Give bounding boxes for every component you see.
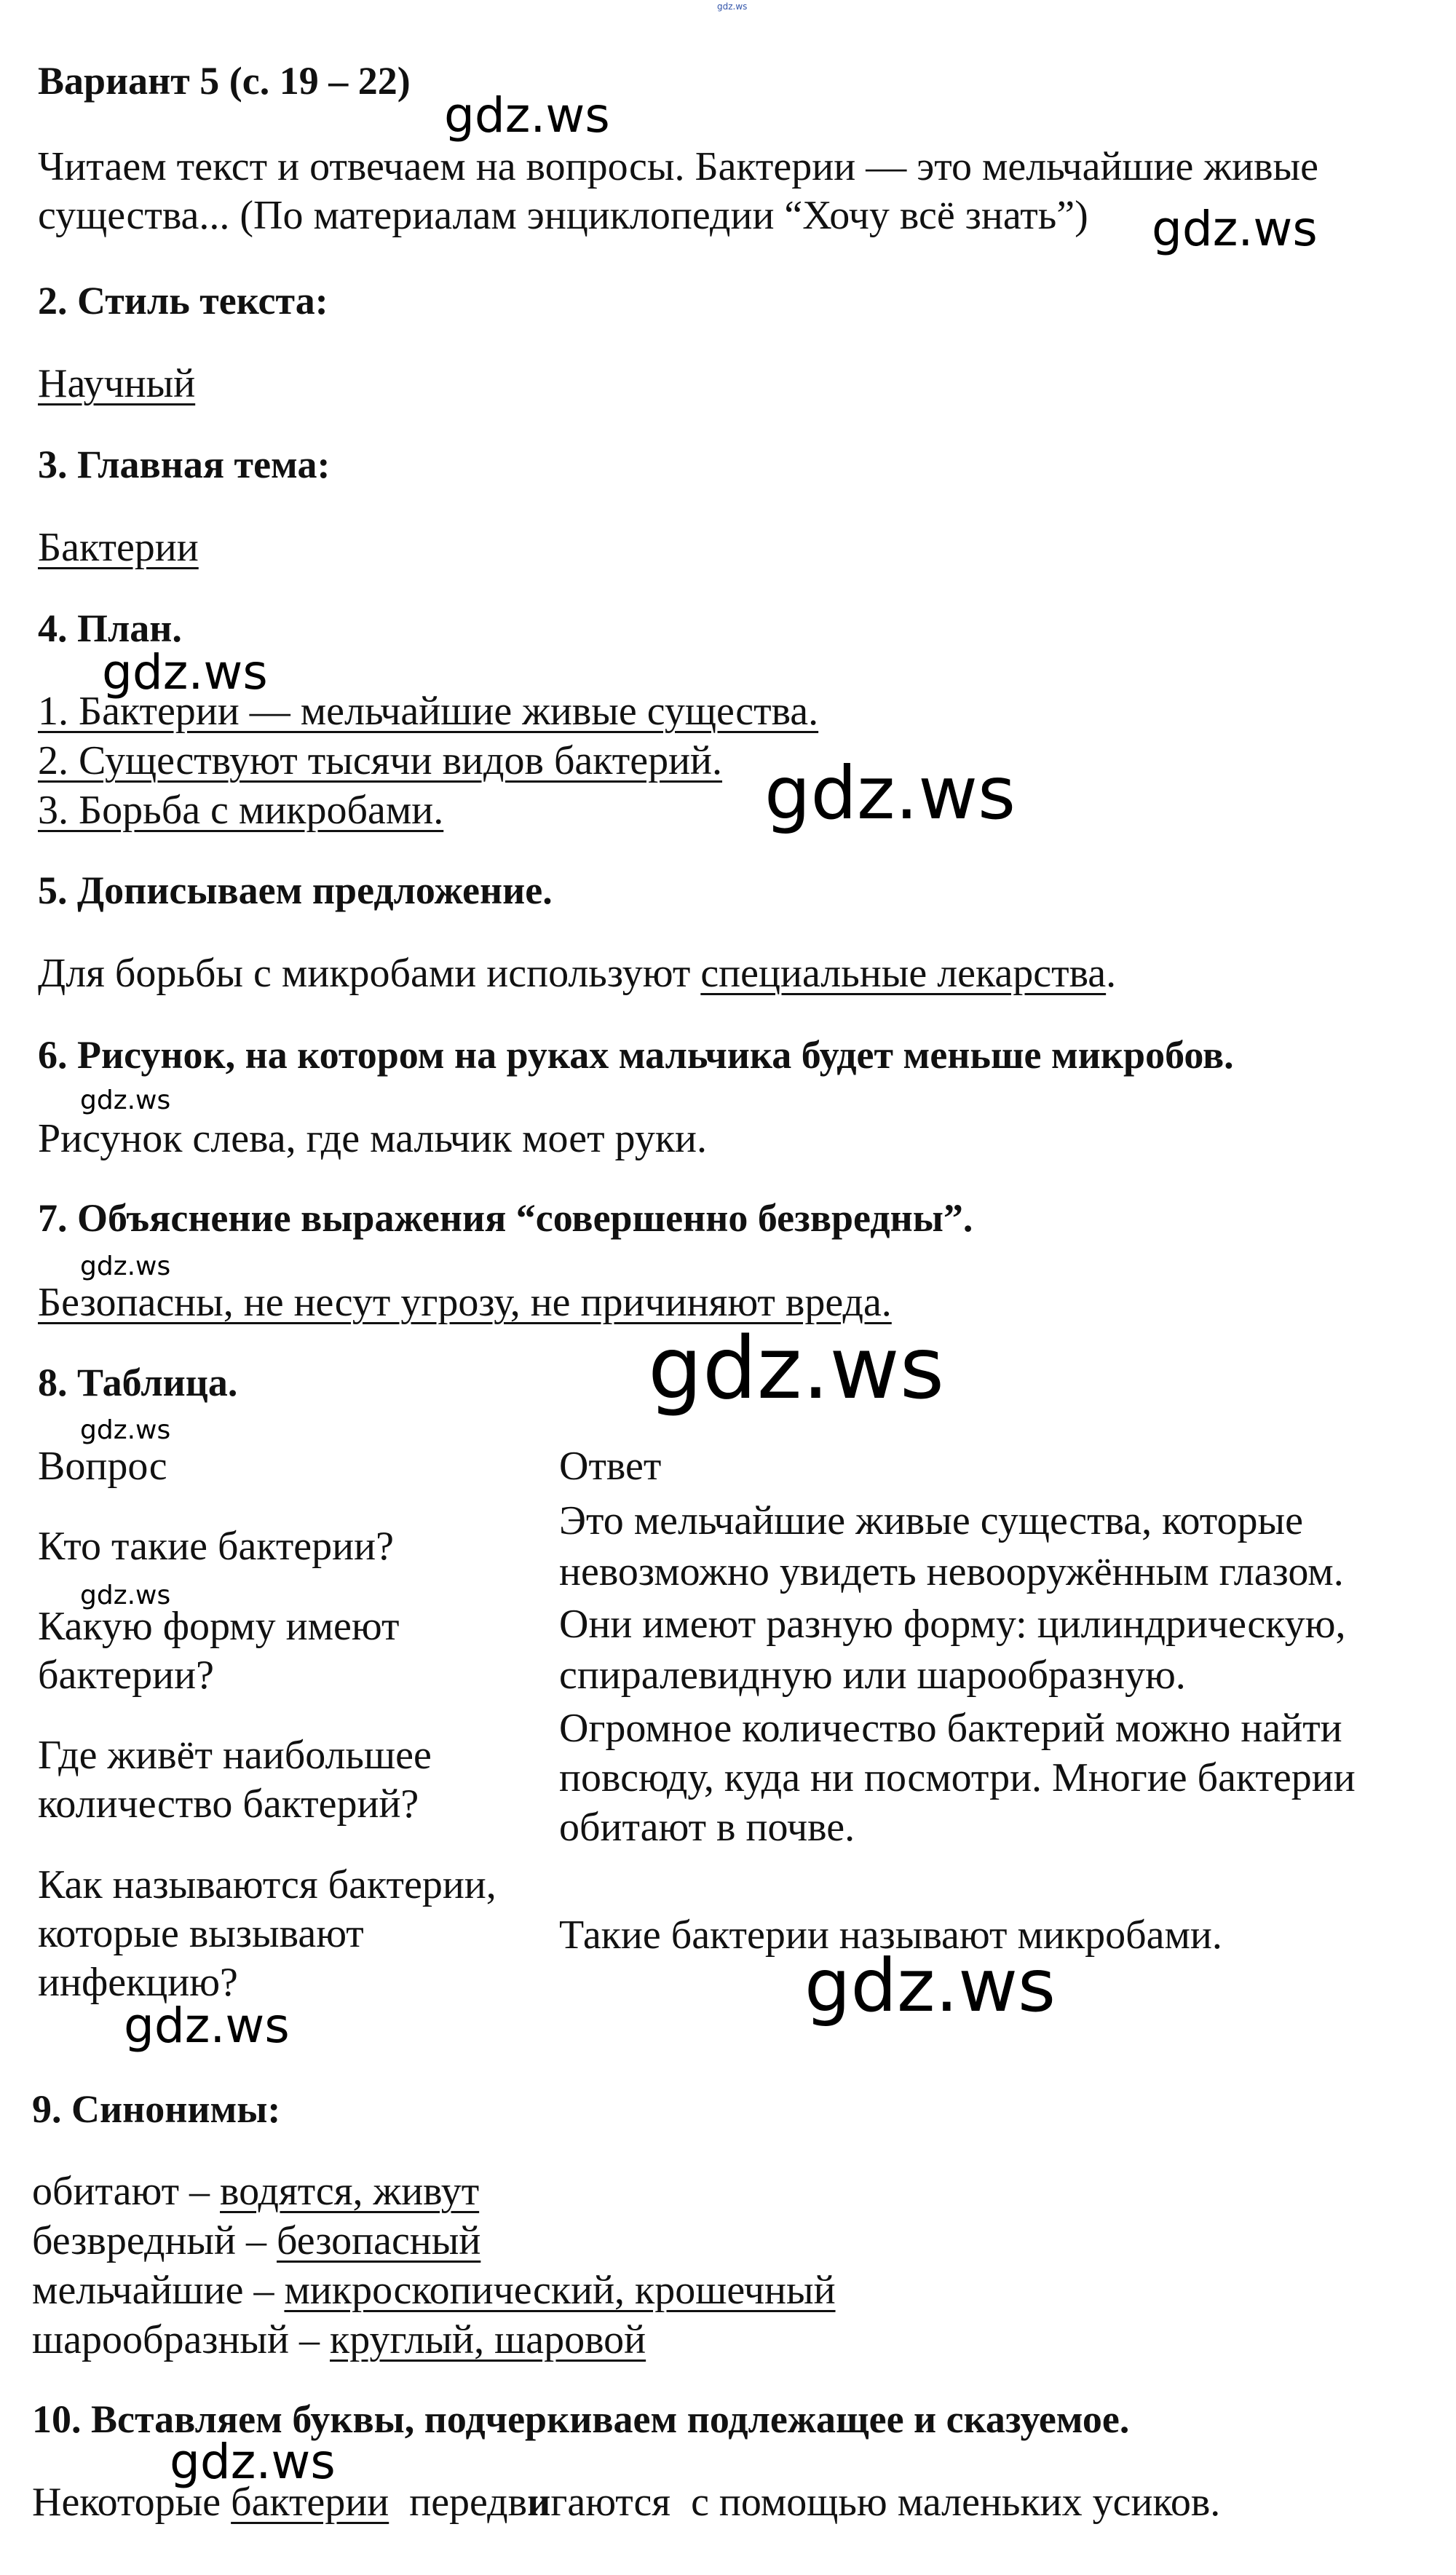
table-cell-answer: Это мельчайшие живые существа, которые (559, 1498, 1303, 1543)
q2-heading: 2. Стиль текста: (38, 279, 328, 323)
watermark: gdz.ws (1152, 201, 1318, 257)
table-cell-answer: Огромное количество бактерий можно найти (559, 1706, 1342, 1751)
q5-heading: 5. Дописываем предложение. (38, 869, 553, 912)
synonym-word: безвредный – (32, 2218, 277, 2263)
intro-line-1: Читаем текст и отвечаем на вопросы. Бактерии — это мельчайшие живые (38, 144, 1318, 189)
q4-heading: 4. План. (38, 606, 182, 650)
q10-pre: Некоторые (32, 2480, 232, 2525)
synonym-item (32, 2216, 480, 2266)
synonym-answer: безопасный (277, 2218, 481, 2263)
table-cell-answer: Такие бактерии называют микробами. (559, 1913, 1222, 1958)
table-cell-question: которые вызывают (38, 1911, 364, 1956)
table-cell-question: Кто такие бактерии? (38, 1524, 394, 1569)
q10-mid2: гаются с помощью маленьких усиков. (550, 2480, 1221, 2525)
q9-heading: 9. Синонимы: (32, 2087, 281, 2131)
watermark: gdz.ws (102, 644, 268, 700)
table-cell-answer: повсюду, куда ни посмотри. Многие бактерии (559, 1755, 1356, 1800)
q7-answer: Безопасны, не несут угрозу, не причиняют вреда. (38, 1280, 892, 1325)
q5-sentence (38, 949, 1116, 998)
synonym-word: шарообразный – (32, 2317, 331, 2362)
q3-answer: Бактерии (38, 525, 199, 570)
table-cell-answer: обитают в почве. (559, 1805, 855, 1850)
q2-answer: Научный (38, 361, 196, 406)
table-cell-question: Как называются бактерии, (38, 1862, 496, 1907)
table-header-answer: Ответ (559, 1444, 662, 1489)
q10-mid1: передв (389, 2480, 528, 2525)
watermark: gdz.ws (764, 751, 1016, 836)
synonym-answer: круглый, шаровой (330, 2317, 646, 2362)
plan-item: 3. Борьба с микробами. (38, 788, 444, 833)
watermark: gdz.ws (80, 1251, 171, 1281)
synonym-word: мельчайшие – (32, 2268, 285, 2313)
watermark: gdz.ws (80, 1581, 171, 1610)
synonym-item (32, 2266, 836, 2315)
watermark: gdz.ws (124, 1998, 290, 2054)
plan-item: 2. Существуют тысячи видов бактерий. (38, 738, 723, 783)
synonym-answer: микроскопический, крошечный (284, 2268, 836, 2313)
q5-answer: специальные лекарства (700, 951, 1107, 996)
watermark-tiny: gdz.ws (717, 1, 748, 12)
watermark: gdz.ws (444, 87, 610, 143)
table-cell-question: Какую форму имеют (38, 1604, 400, 1649)
table-cell-question: инфекцию? (38, 1960, 238, 2005)
page-title: Вариант 5 (с. 19 – 22) (38, 59, 411, 103)
intro-line-2: существа... (По материалам энциклопедии “Хочу всё знать”) (38, 193, 1088, 238)
q3-heading: 3. Главная тема: (38, 443, 331, 486)
q10-inserted-letter: и (527, 2480, 551, 2525)
synonym-item (32, 2167, 479, 2216)
watermark: gdz.ws (170, 2434, 336, 2490)
table-cell-answer: невозможно увидеть невооружённым глазом. (559, 1549, 1344, 1594)
q10-subject: бактерии (231, 2480, 389, 2525)
q6-answer: Рисунок слева, где мальчик моет руки. (38, 1116, 707, 1161)
q10-heading: 10. Вставляем буквы, подчеркиваем подлежащее и сказуемое. (32, 2397, 1130, 2441)
watermark: gdz.ws (648, 1318, 945, 1418)
synonym-item (32, 2315, 646, 2365)
watermark: gdz.ws (804, 1943, 1056, 2028)
table-cell-answer: спиралевидную или шарообразную. (559, 1653, 1186, 1698)
synonym-answer: водятся, живут (220, 2169, 480, 2214)
table-cell-question: Где живёт наибольшее (38, 1733, 432, 1778)
q5-suffix: . (1106, 951, 1117, 996)
q5-prefix: Для борьбы с микробами используют (38, 951, 701, 996)
q7-heading: 7. Объяснение выражения “совершенно безвредны”. (38, 1196, 973, 1240)
watermark: gdz.ws (80, 1085, 171, 1115)
synonym-word: обитают – (32, 2169, 221, 2214)
table-cell-question: количество бактерий? (38, 1781, 419, 1827)
table-cell-question: бактерии? (38, 1653, 214, 1698)
watermark: gdz.ws (80, 1415, 171, 1445)
q8-heading: 8. Таблица. (38, 1361, 238, 1404)
q6-heading: 6. Рисунок, на котором на руках мальчика будет меньше микробов. (38, 1033, 1234, 1077)
table-header-question: Вопрос (38, 1444, 167, 1489)
plan-item: 1. Бактерии — мельчайшие живые существа. (38, 689, 819, 734)
table-cell-answer: Они имеют разную форму: цилиндрическую, (559, 1602, 1346, 1647)
